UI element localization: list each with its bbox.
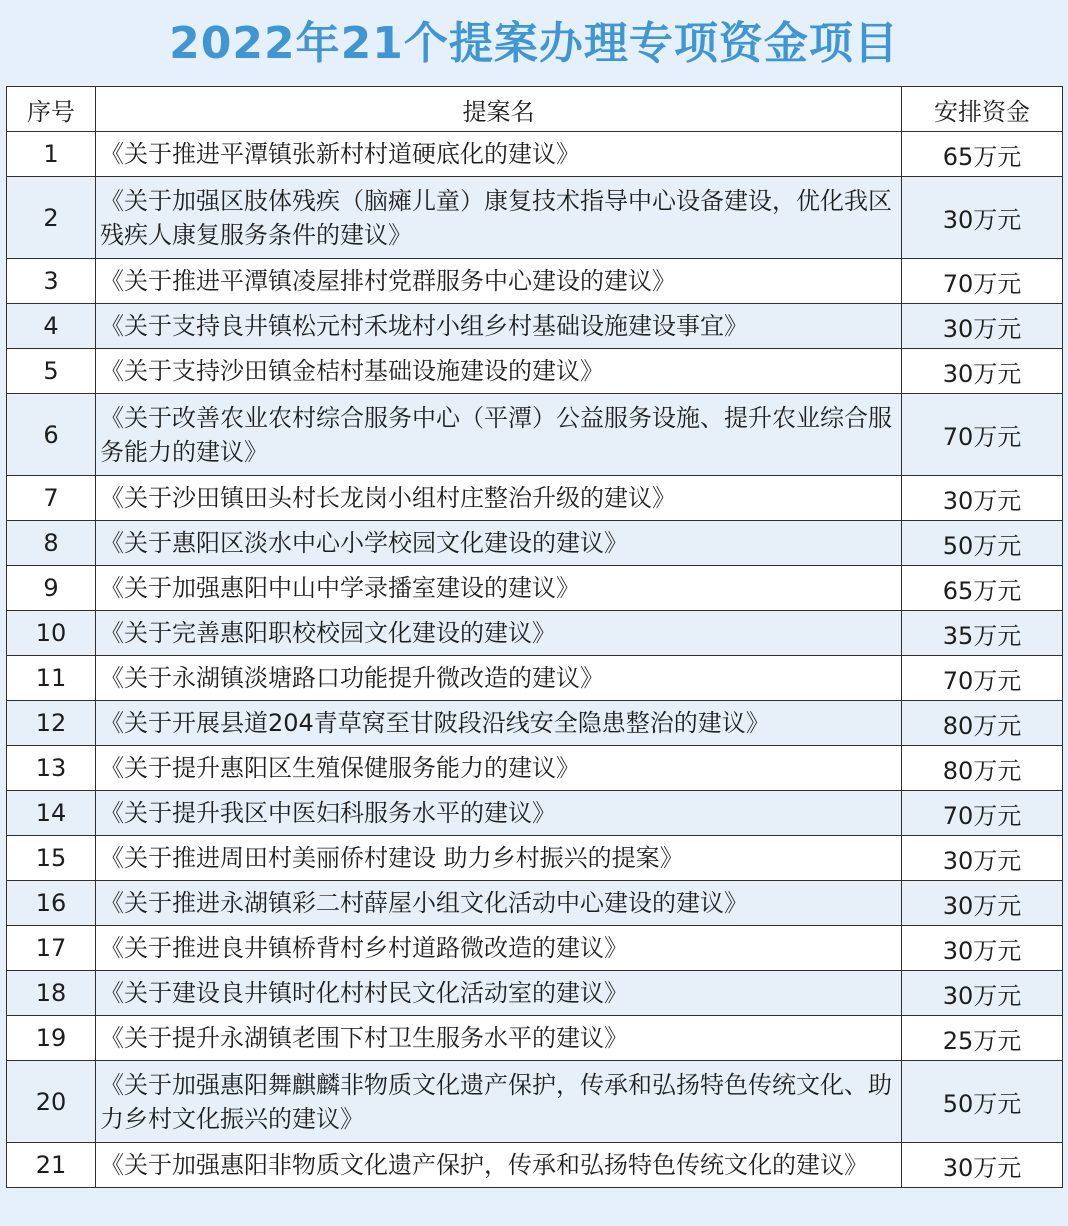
row-number: 11 (7, 656, 96, 701)
proposal-name: 《关于沙田镇田头村长龙岗小组村庄整治升级的建议》 (96, 476, 902, 521)
table-row (7, 656, 1063, 701)
row-number: 8 (7, 521, 96, 566)
table-row (7, 304, 1063, 349)
funding-amount: 70万元 (902, 656, 1063, 701)
table-row (7, 971, 1063, 1016)
proposal-name: 《关于支持沙田镇金桔村基础设施建设的建议》 (96, 349, 902, 394)
funding-amount: 65万元 (902, 566, 1063, 611)
proposal-name: 《关于推进良井镇桥背村乡村道路微改造的建议》 (96, 926, 902, 971)
proposal-name: 《关于支持良井镇松元村禾垅村小组乡村基础设施建设事宜》 (96, 304, 902, 349)
table-row (7, 177, 1063, 259)
row-number: 1 (7, 132, 96, 177)
proposal-name: 《关于推进周田村美丽侨村建设 助力乡村振兴的提案》 (96, 836, 902, 881)
funding-amount: 30万元 (902, 881, 1063, 926)
table-header-row (7, 87, 1063, 132)
row-number: 13 (7, 746, 96, 791)
proposal-name: 《关于永湖镇淡塘路口功能提升微改造的建议》 (96, 656, 902, 701)
header-funding: 安排资金 (902, 87, 1063, 132)
funding-amount: 70万元 (902, 259, 1063, 304)
table-row (7, 1016, 1063, 1061)
funding-amount: 70万元 (902, 791, 1063, 836)
table-row (7, 1143, 1063, 1188)
funding-amount: 30万元 (902, 177, 1063, 259)
header-number: 序号 (7, 87, 96, 132)
row-number: 9 (7, 566, 96, 611)
row-number: 17 (7, 926, 96, 971)
proposal-name: 《关于加强区肢体残疾（脑瘫儿童）康复技术指导中心设备建设，优化我区残疾人康复服务条件的建议》 (96, 177, 902, 259)
funding-amount: 80万元 (902, 746, 1063, 791)
table-row (7, 394, 1063, 476)
row-number: 12 (7, 701, 96, 746)
row-number: 20 (7, 1061, 96, 1143)
proposal-name: 《关于完善惠阳职校校园文化建设的建议》 (96, 611, 902, 656)
table-row (7, 1061, 1063, 1143)
table-row (7, 566, 1063, 611)
table-row (7, 746, 1063, 791)
table-row (7, 836, 1063, 881)
row-number: 10 (7, 611, 96, 656)
funding-amount: 30万元 (902, 304, 1063, 349)
row-number: 7 (7, 476, 96, 521)
proposal-name: 《关于提升惠阳区生殖保健服务能力的建议》 (96, 746, 902, 791)
funding-amount: 65万元 (902, 132, 1063, 177)
table-row (7, 611, 1063, 656)
proposal-name: 《关于提升我区中医妇科服务水平的建议》 (96, 791, 902, 836)
table-row (7, 926, 1063, 971)
funding-amount: 30万元 (902, 349, 1063, 394)
proposal-name: 《关于加强惠阳非物质文化遗产保护，传承和弘扬特色传统文化的建议》 (96, 1143, 902, 1188)
table-row (7, 476, 1063, 521)
page-title: 2022年21个提案办理专项资金项目 (169, 18, 899, 69)
funding-amount: 30万元 (902, 971, 1063, 1016)
row-number: 15 (7, 836, 96, 881)
row-number: 16 (7, 881, 96, 926)
table-row (7, 791, 1063, 836)
bottom-margin (0, 1214, 1068, 1226)
table-row (7, 132, 1063, 177)
funding-amount: 30万元 (902, 476, 1063, 521)
funding-amount: 30万元 (902, 1143, 1063, 1188)
funding-amount: 80万元 (902, 701, 1063, 746)
row-number: 3 (7, 259, 96, 304)
proposal-name: 《关于加强惠阳中山中学录播室建设的建议》 (96, 566, 902, 611)
table-row (7, 521, 1063, 566)
proposal-name: 《关于加强惠阳舞麒麟非物质文化遗产保护，传承和弘扬特色传统文化、助力乡村文化振兴的建议》 (96, 1061, 902, 1143)
row-number: 5 (7, 349, 96, 394)
table-row (7, 881, 1063, 926)
table-row (7, 701, 1063, 746)
proposal-name: 《关于建设良井镇时化村村民文化活动室的建议》 (96, 971, 902, 1016)
proposal-name: 《关于推进永湖镇彩二村薛屋小组文化活动中心建设的建议》 (96, 881, 902, 926)
row-number: 4 (7, 304, 96, 349)
row-number: 18 (7, 971, 96, 1016)
table-body (7, 132, 1063, 1188)
row-number: 6 (7, 394, 96, 476)
row-number: 19 (7, 1016, 96, 1061)
proposal-name: 《关于推进平潭镇凌屋排村党群服务中心建设的建议》 (96, 259, 902, 304)
funding-amount: 50万元 (902, 1061, 1063, 1143)
header-proposal-name: 提案名 (96, 87, 902, 132)
funding-amount: 30万元 (902, 836, 1063, 881)
proposal-name: 《关于开展县道204青草窝至甘陂段沿线安全隐患整治的建议》 (96, 701, 902, 746)
row-number: 21 (7, 1143, 96, 1188)
proposal-name: 《关于惠阳区淡水中心小学校园文化建设的建议》 (96, 521, 902, 566)
funding-table (6, 86, 1063, 1188)
funding-amount: 50万元 (902, 521, 1063, 566)
funding-amount: 35万元 (902, 611, 1063, 656)
funding-amount: 25万元 (902, 1016, 1063, 1061)
row-number: 2 (7, 177, 96, 259)
funding-amount: 70万元 (902, 394, 1063, 476)
proposal-name: 《关于提升永湖镇老围下村卫生服务水平的建议》 (96, 1016, 902, 1061)
table-row (7, 259, 1063, 304)
proposal-name: 《关于推进平潭镇张新村村道硬底化的建议》 (96, 132, 902, 177)
row-number: 14 (7, 791, 96, 836)
funding-amount: 30万元 (902, 926, 1063, 971)
table-row (7, 349, 1063, 394)
proposal-name: 《关于改善农业农村综合服务中心（平潭）公益服务设施、提升农业综合服务能力的建议》 (96, 394, 902, 476)
